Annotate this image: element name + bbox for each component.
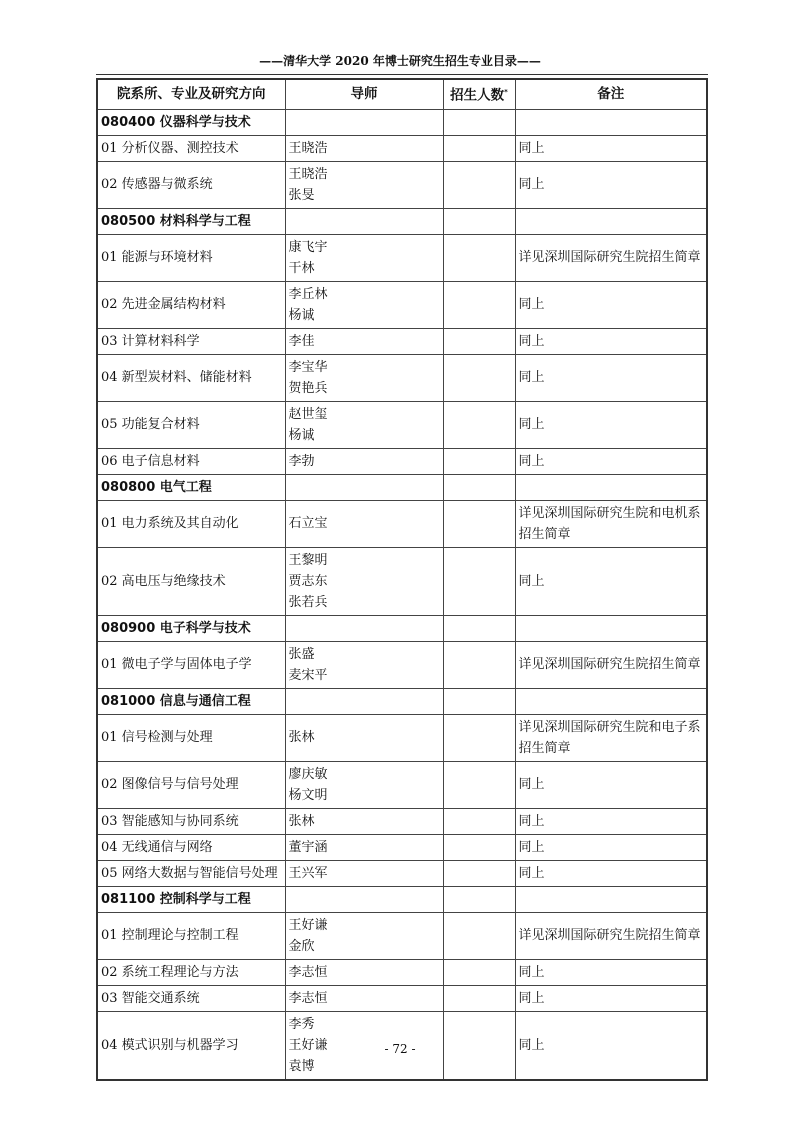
remarks-cell: 同上	[515, 860, 707, 886]
advisor-cell	[285, 985, 443, 1011]
direction-cell: 03 智能交通系统	[97, 985, 285, 1011]
advisor-cell	[285, 281, 443, 328]
major-name-cell: 081100 控制科学与工程	[97, 886, 285, 912]
research-direction-row	[97, 161, 707, 208]
direction-cell: 02 高电压与绝缘技术	[97, 547, 285, 615]
quota-cell	[443, 135, 515, 161]
research-direction-row	[97, 860, 707, 886]
advisor-name: 金欣	[288, 938, 315, 954]
advisor-name: 袁博	[288, 1058, 315, 1074]
advisor-cell	[285, 761, 443, 808]
advisor-name: 贾志东	[288, 573, 328, 589]
advisor-cell	[285, 328, 443, 354]
remarks-cell: 同上	[515, 401, 707, 448]
remarks-cell: 同上	[515, 448, 707, 474]
advisor-name: 干林	[288, 260, 315, 276]
direction-cell: 01 电力系统及其自动化	[97, 500, 285, 547]
advisor-name: 董宇涵	[288, 839, 328, 855]
advisor-name: 王兴军	[288, 865, 328, 881]
remarks-cell: 同上	[515, 161, 707, 208]
header-divider	[96, 74, 708, 75]
advisor-cell	[285, 714, 443, 761]
major-name-cell: 080800 电气工程	[97, 474, 285, 500]
research-direction-row	[97, 714, 707, 761]
advisor-name: 李勃	[288, 453, 315, 469]
direction-cell: 01 信号检测与处理	[97, 714, 285, 761]
advisor-cell	[285, 959, 443, 985]
advisor-name: 杨诚	[288, 427, 315, 443]
research-direction-row	[97, 808, 707, 834]
remarks-cell: 同上	[515, 959, 707, 985]
advisor-cell	[285, 208, 443, 234]
advisor-name: 李志恒	[288, 990, 328, 1006]
remarks-cell: 详见深圳国际研究生院和电子系招生简章	[515, 714, 707, 761]
quota-cell	[443, 161, 515, 208]
remarks-cell: 详见深圳国际研究生院和电机系招生简章	[515, 500, 707, 547]
quota-cell	[443, 109, 515, 135]
major-row	[97, 109, 707, 135]
remarks-cell: 同上	[515, 281, 707, 328]
major-name-cell: 080500 材料科学与工程	[97, 208, 285, 234]
remarks-cell: 同上	[515, 808, 707, 834]
advisor-name: 张林	[288, 813, 315, 829]
advisor-name: 李秀	[288, 1016, 315, 1032]
column-header-advisor: 导师	[285, 79, 443, 109]
major-row	[97, 208, 707, 234]
advisor-name: 李宝华	[288, 359, 328, 375]
remarks-cell	[515, 886, 707, 912]
advisor-cell	[285, 109, 443, 135]
advisor-cell	[285, 354, 443, 401]
advisor-cell	[285, 860, 443, 886]
quota-cell	[443, 208, 515, 234]
major-name-cell: 080400 仪器科学与技术	[97, 109, 285, 135]
quota-cell	[443, 959, 515, 985]
direction-cell: 02 传感器与微系统	[97, 161, 285, 208]
quota-cell	[443, 912, 515, 959]
page-number: - 72 -	[384, 1042, 416, 1056]
direction-cell: 04 模式识别与机器学习	[97, 1011, 285, 1080]
research-direction-row	[97, 135, 707, 161]
quota-cell	[443, 834, 515, 860]
major-row	[97, 886, 707, 912]
advisor-cell	[285, 834, 443, 860]
direction-cell: 02 图像信号与信号处理	[97, 761, 285, 808]
research-direction-row	[97, 761, 707, 808]
remarks-cell	[515, 109, 707, 135]
remarks-cell: 同上	[515, 1011, 707, 1080]
major-row	[97, 474, 707, 500]
remarks-cell	[515, 615, 707, 641]
major-name-cell: 080900 电子科学与技术	[97, 615, 285, 641]
advisor-name: 王好谦	[288, 917, 328, 933]
advisor-cell	[285, 912, 443, 959]
advisor-cell	[285, 547, 443, 615]
quota-cell	[443, 354, 515, 401]
remarks-cell: 同上	[515, 135, 707, 161]
direction-cell: 01 微电子学与固体电子学	[97, 641, 285, 688]
quota-cell	[443, 448, 515, 474]
advisor-cell	[285, 448, 443, 474]
advisor-cell	[285, 615, 443, 641]
advisor-cell	[285, 234, 443, 281]
table-header-row	[97, 79, 707, 109]
page-header-title: ——清华大学 2020 年博士研究生招生专业目录——	[259, 54, 541, 68]
advisor-name: 王晓浩	[288, 166, 328, 182]
quota-cell	[443, 860, 515, 886]
quota-cell	[443, 714, 515, 761]
research-direction-row	[97, 500, 707, 547]
remarks-cell	[515, 688, 707, 714]
quota-cell	[443, 688, 515, 714]
advisor-name: 张林	[288, 730, 315, 745]
advisor-cell	[285, 886, 443, 912]
advisor-name: 张盛	[288, 646, 315, 662]
remarks-cell: 详见深圳国际研究生院招生简章	[515, 641, 707, 688]
quota-cell	[443, 615, 515, 641]
remarks-cell: 同上	[515, 547, 707, 615]
quota-cell	[443, 474, 515, 500]
advisor-name: 石立宝	[288, 516, 328, 531]
major-name-cell: 081000 信息与通信工程	[97, 688, 285, 714]
quota-cell	[443, 234, 515, 281]
direction-cell: 05 功能复合材料	[97, 401, 285, 448]
column-header-direction: 院系所、专业及研究方向	[97, 79, 285, 109]
quota-cell	[443, 281, 515, 328]
advisor-name: 麦宋平	[288, 667, 328, 683]
remarks-cell	[515, 208, 707, 234]
advisor-cell	[285, 500, 443, 547]
advisor-name: 贺艳兵	[288, 380, 328, 396]
column-header-remarks: 备注	[515, 79, 707, 109]
remarks-cell: 同上	[515, 761, 707, 808]
remarks-cell	[515, 474, 707, 500]
research-direction-row	[97, 547, 707, 615]
direction-cell: 06 电子信息材料	[97, 448, 285, 474]
quota-cell	[443, 547, 515, 615]
remarks-cell: 同上	[515, 354, 707, 401]
program-catalog-table	[96, 78, 708, 1081]
research-direction-row	[97, 834, 707, 860]
advisor-name: 李佳	[288, 333, 315, 349]
advisor-name: 杨诚	[288, 307, 315, 323]
quota-cell	[443, 401, 515, 448]
table-body	[97, 109, 707, 1080]
remarks-cell: 同上	[515, 834, 707, 860]
direction-cell: 01 分析仪器、测控技术	[97, 135, 285, 161]
advisor-cell	[285, 641, 443, 688]
direction-cell: 02 先进金属结构材料	[97, 281, 285, 328]
remarks-cell: 详见深圳国际研究生院招生简章	[515, 912, 707, 959]
advisor-cell	[285, 401, 443, 448]
advisor-cell	[285, 474, 443, 500]
advisor-name: 赵世玺	[288, 406, 328, 422]
direction-cell: 05 网络大数据与智能信号处理	[97, 860, 285, 886]
quota-cell	[443, 808, 515, 834]
direction-cell: 01 控制理论与控制工程	[97, 912, 285, 959]
advisor-cell	[285, 688, 443, 714]
research-direction-row	[97, 448, 707, 474]
advisor-name: 李志恒	[288, 964, 328, 980]
quota-cell	[443, 985, 515, 1011]
quota-cell	[443, 641, 515, 688]
direction-cell: 04 新型炭材料、储能材料	[97, 354, 285, 401]
research-direction-row	[97, 641, 707, 688]
direction-cell: 03 智能感知与协同系统	[97, 808, 285, 834]
direction-cell: 02 系统工程理论与方法	[97, 959, 285, 985]
research-direction-row	[97, 328, 707, 354]
direction-cell: 04 无线通信与网络	[97, 834, 285, 860]
direction-cell: 03 计算材料科学	[97, 328, 285, 354]
column-header-quota	[443, 79, 515, 109]
advisor-name: 王好谦	[288, 1037, 328, 1053]
advisor-name: 杨文明	[288, 787, 328, 803]
quota-cell	[443, 761, 515, 808]
research-direction-row	[97, 281, 707, 328]
quota-cell	[443, 886, 515, 912]
quota-cell	[443, 328, 515, 354]
research-direction-row	[97, 234, 707, 281]
advisor-name: 王黎明	[288, 552, 328, 568]
quota-footnote-mark: *	[504, 88, 508, 96]
major-row	[97, 615, 707, 641]
research-direction-row	[97, 985, 707, 1011]
advisor-name: 李丘林	[288, 286, 328, 302]
advisor-cell	[285, 808, 443, 834]
advisor-name: 康飞宇	[288, 239, 328, 255]
research-direction-row	[97, 959, 707, 985]
advisor-cell	[285, 135, 443, 161]
advisor-name: 张旻	[288, 187, 315, 203]
quota-header-label: 招生人数	[450, 87, 505, 104]
remarks-cell: 同上	[515, 985, 707, 1011]
major-row	[97, 688, 707, 714]
remarks-cell: 详见深圳国际研究生院招生简章	[515, 234, 707, 281]
quota-cell	[443, 500, 515, 547]
advisor-name: 张若兵	[288, 594, 328, 610]
direction-cell: 01 能源与环境材料	[97, 234, 285, 281]
remarks-cell: 同上	[515, 328, 707, 354]
advisor-name: 廖庆敏	[288, 766, 328, 782]
advisor-cell	[285, 161, 443, 208]
research-direction-row	[97, 354, 707, 401]
advisor-name: 王晓浩	[288, 140, 328, 156]
research-direction-row	[97, 401, 707, 448]
research-direction-row	[97, 912, 707, 959]
